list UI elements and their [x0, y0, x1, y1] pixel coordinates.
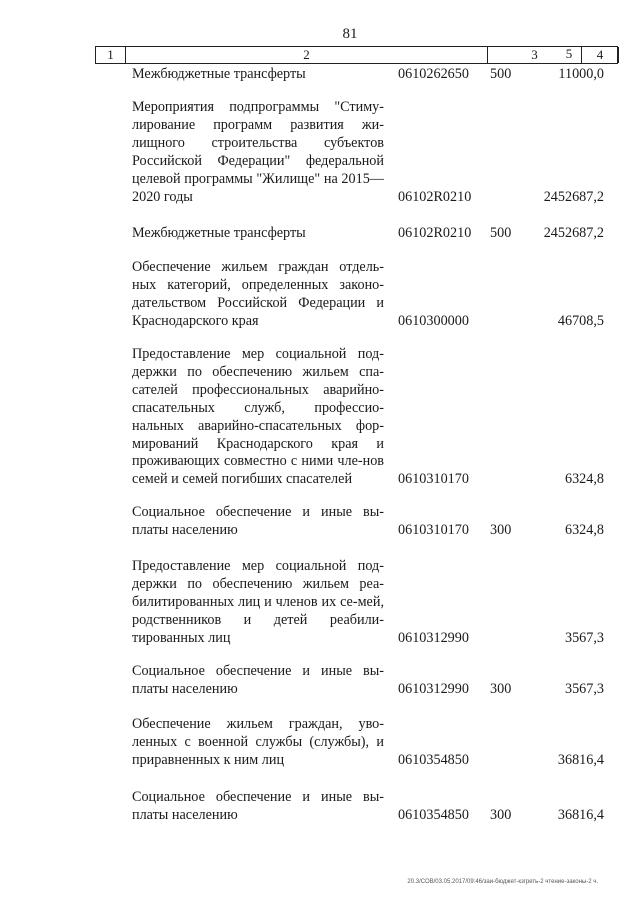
page-number: 81 [342, 26, 358, 42]
row-amount: 46708,5 [557, 313, 604, 329]
row-vr: 300 [490, 807, 512, 823]
header-col-4: 4 [582, 47, 619, 63]
row-name: Обеспечение жильем граждан, уво-ленных с военной службы (службы), и приравненных к ним лиц [132, 716, 384, 768]
row-name: Социальное обеспечение и иные вы-платы населению [132, 789, 384, 823]
row-code: 0610310170 [398, 471, 469, 487]
row-amount: 36816,4 [557, 752, 604, 768]
row-code: 0610354850 [398, 807, 469, 823]
row-amount: 11000,0 [558, 66, 604, 82]
row-code: 06102R0210 [398, 225, 472, 241]
row-amount: 3567,3 [564, 630, 604, 646]
row-amount: 2452687,2 [543, 225, 604, 241]
row-amount: 6324,8 [564, 471, 604, 487]
row-code: 0610354850 [398, 752, 469, 768]
header-col-2: 2 [126, 47, 488, 63]
row-name: Межбюджетные трансферты [132, 225, 306, 241]
row-name: Социальное обеспечение и иные вы-платы населению [132, 504, 384, 538]
row-code: 06102R0210 [398, 189, 472, 205]
header-col-1: 1 [96, 47, 126, 63]
row-code: 0610300000 [398, 313, 469, 329]
row-code: 0610312990 [398, 630, 469, 646]
row-name: Социальное обеспечение и иные вы-платы населению [132, 663, 384, 697]
row-code: 0610312990 [398, 681, 469, 697]
row-vr: 500 [490, 225, 512, 241]
row-amount: 2452687,2 [543, 189, 604, 205]
row-name: Обеспечение жильем граждан отдель-ных категорий, определенных законо-дательством Российской Федерации и Краснодарского края [132, 259, 384, 329]
row-vr: 300 [490, 522, 512, 538]
row-amount: 36816,4 [557, 807, 604, 823]
footer-stamp: 20.3/СОВ/03.05.2017/09:46/заи-бюджет-кзгреть-2 чтение-законы-2 ч. [407, 879, 598, 885]
row-code: 0610310170 [398, 522, 469, 538]
header-col-3: 3 [488, 47, 582, 63]
row-vr: 500 [490, 66, 512, 82]
row-amount: 3567,3 [564, 681, 604, 697]
row-name: Предоставление мер социальной под-держки по обеспечению жильем спа-сателей профессиональных аварийно-спасательных служб, профессио-нальных аварийно-спасательных фор-мирований Краснодарского края и проживающих совместно с ними чле-нов семей и семей погибших спасателей [132, 346, 384, 488]
row-name: Мероприятия подпрограммы "Стиму-лирование программ развития жи-лищного строительства субъектов Российской Федерации" федеральной целевой программы "Жилище" на 2015—2020 годы [132, 99, 384, 205]
row-code: 0610262650 [398, 66, 469, 82]
header-col-5-visible: 5 [565, 46, 573, 61]
row-vr: 300 [490, 681, 512, 697]
row-amount: 6324,8 [564, 522, 604, 538]
row-name: Предоставление мер социальной под-держки по обеспечению жильем реа-билитированных лиц и членов их се-мей, родственников и детей реабили-тированных лиц [132, 558, 384, 646]
row-name: Межбюджетные трансферты [132, 66, 306, 82]
